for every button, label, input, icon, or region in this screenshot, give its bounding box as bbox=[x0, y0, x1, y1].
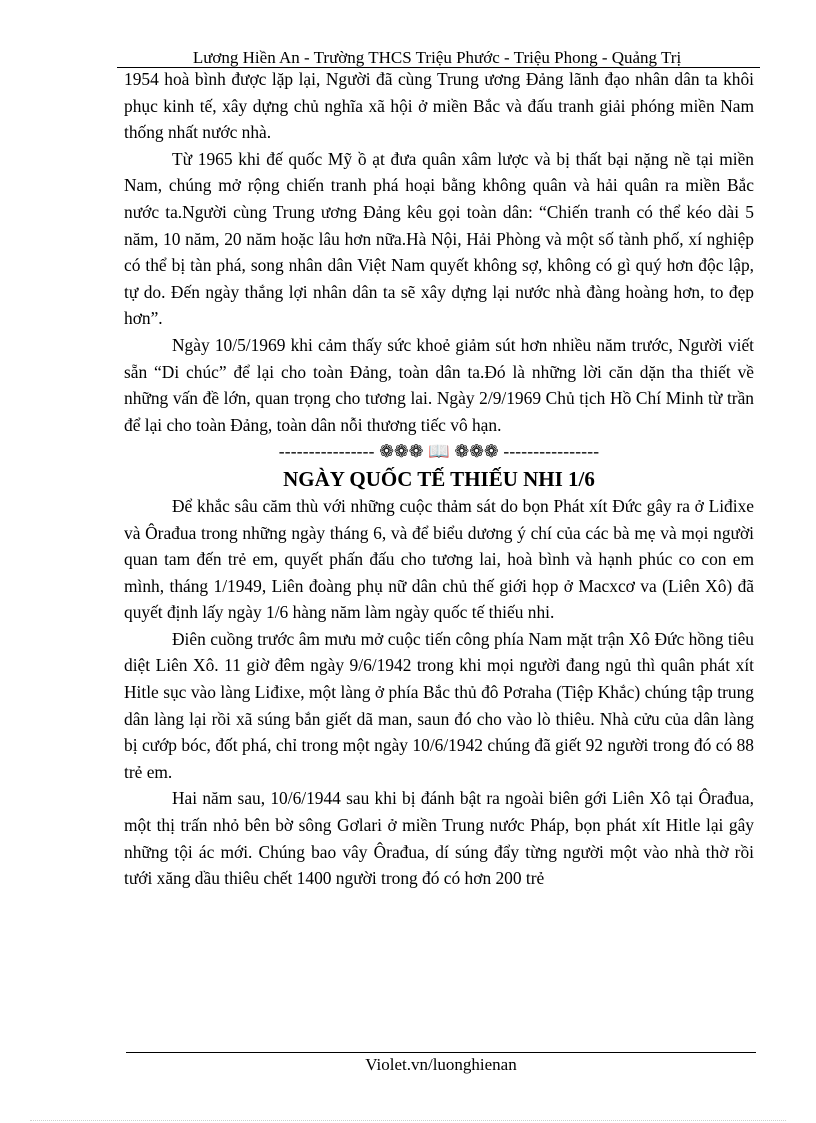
paragraph: Điên cuồng trước âm mưu mở cuộc tiến công phía Nam mặt trận Xô Đức hồng tiêu diệt Liên Xô. 11 giờ đêm ngày 9/6/1942 trong khi mọi người đang ngủ thì quân phát xít Hitle sục vào làng Liđixe, một làng ở phía Bắc thủ đô Pơraha (Tiệp Khắc) chúng tập trung dân làng lại rồi xã súng bắn giết dã man, saun đó cho vào lò thiêu. Nhà cửu của dân làng bị cướp bóc, đốt phá, chỉ trong một ngày 10/6/1942 chúng đã giết 92 người trong đó có 88 trẻ em. bbox=[124, 628, 754, 782]
paragraph: 1954 hoà bình được lặp lại, Người đã cùng Trung ương Đảng lãnh đạo nhân dân ta khôi phục kinh tế, xây dựng chủ nghĩa xã hội ở miền Bắc và đấu tranh giải phóng miền Nam thống nhất nước nhà. bbox=[124, 69, 754, 143]
paragraph: Để khắc sâu căm thù với những cuộc thảm sát do bọn Phát xít Đức gây ra ở Liđixe và Ôrađua trong những ngày tháng 6, và để biểu dương ý chí của các bà mẹ và mọi người quan tam đến trẻ em, quyết phấn đấu cho tương lai, hoà bình và hạnh phúc co con em mình, tháng 1/1949, Liên đoàng phụ nữ dân chủ thế giới họp ở Macxcơ va (Liên Xô) đã quyết định lấy ngày 1/6 hàng năm làm ngày quốc tế thiếu nhi. bbox=[124, 495, 754, 623]
page-boundary bbox=[30, 1120, 786, 1121]
paragraph: Ngày 10/5/1969 khi cảm thấy sức khoẻ giảm sút hơn nhiều năm trước, Người viết sẵn “Di chúc” để lại cho toàn Đảng, toàn dân ta.Đó là những lời căn dặn tha thiết về những vấn đề lớn, quan trọng cho tương lai. Ngày 2/9/1969 Chủ tịch Hồ Chí Minh từ trần để lại cho toàn Đảng, toàn dân nỗi thương tiếc vô hạn. bbox=[124, 334, 754, 435]
footer-rule bbox=[126, 1052, 756, 1053]
page-header: Lương Hiền An - Trường THCS Triệu Phước - Triệu Phong - Quảng Trị bbox=[192, 48, 682, 67]
document-body bbox=[124, 66, 754, 892]
section-separator: ---------------- ❁❁❁ 📖 ❁❁❁ ---------------- bbox=[278, 441, 600, 462]
section-title: NGÀY QUỐC TẾ THIẾU NHI 1/6 bbox=[283, 466, 595, 491]
paragraph: Hai năm sau, 10/6/1944 sau khi bị đánh bật ra ngoài biên gới Liên Xô tại Ôrađua, một thị trấn nhỏ bên bờ sông Gơlari ở miền Trung nước Pháp, bọn phát xít Hitle lại gây những tội ác mới. Chúng bao vây Ôrađua, dí súng đẩy từng người một vào nhà thờ rồi tưới xăng dầu thiêu chết 1400 người trong đó có hơn 200 trẻ bbox=[124, 788, 754, 889]
page-footer: Violet.vn/luonghienan bbox=[365, 1055, 517, 1074]
paragraph: Từ 1965 khi đế quốc Mỹ ồ ạt đưa quân xâm lược và bị thất bại nặng nề tại miền Nam, chúng mở rộng chiến tranh phá hoại bằng không quân và hải quân ra miền Bắc nước ta.Người cùng Trung ương Đảng kêu gọi toàn dân: “Chiến tranh có thể kéo dài 5 năm, 10 năm, 20 năm hoặc lâu hơn nữa.Hà Nội, Hải Phòng và một số tành phố, xí nghiệp có thể bị tàn phá, song nhân dân Việt Nam quyết không sợ, không có gì quý hơn độc lập, tự do. Đến ngày thắng lợi nhân dân ta sẽ xây dựng lại nước nhà đàng hoàng hơn, to đẹp hơn”. bbox=[124, 148, 754, 329]
